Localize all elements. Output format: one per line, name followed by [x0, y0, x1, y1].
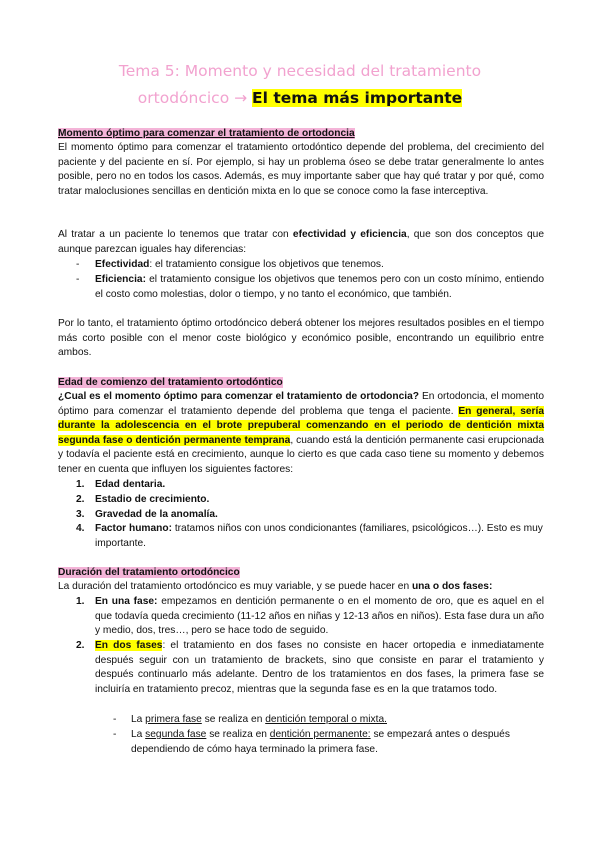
title-text-1: Tema 5: Momento y necesidad del tratamiento	[118, 62, 482, 80]
sub-item-segunda	[131, 728, 544, 757]
paragraph-text: Por lo tanto, el tratamiento óptimo ortodóncico deberá obtener los mejores resultados posibles en el tiempo más corto posible con el menor coste biológico y económico posible, encontrando un equilibrio entre ambos.	[58, 318, 544, 359]
bullet-dash: -	[76, 259, 80, 270]
sub-text: se realiza en	[206, 729, 270, 740]
list-number: 1.	[76, 479, 85, 490]
term-label: Eficiencia:	[95, 274, 146, 285]
bullet-dash: -	[76, 274, 80, 285]
list-number: 2.	[76, 494, 85, 505]
phase-text: : el tratamiento en dos fases no consiste en hacer ortopedia e inmediatamente después seguir con un tratamiento de brackets, sino que consiste en parar el tratamiento y después continuarlo más adelante. Dentro de los tratamientos en dos fases, la primera fase se incluiría en tratamiento precoz, mientras que la segunda fase es en la que tratamos todo.	[95, 640, 544, 695]
list-item-eficiencia	[95, 273, 544, 302]
factor-text: tratamos niños con unos condicionantes (familiares, psicológicos…). Esto es muy importante.	[95, 523, 543, 549]
sub-text: se realiza en	[201, 714, 266, 725]
factor-item	[95, 508, 218, 523]
list-number: 3.	[76, 509, 85, 520]
phase-text: empezamos en dentición permanente o en el momento de oro, que es aquel en el que todavía queda crecimiento (11-12 años en niñas y 12-13 años en niños). Esta fase dura un año y medio, dos, tres…, pero se hace todo de seguido.	[95, 596, 544, 637]
sub-bullet-dash: -	[113, 729, 117, 740]
term-text: : el tratamiento consigue los objetivos que tenemos.	[149, 259, 384, 270]
section1-paragraph-1	[58, 141, 544, 199]
underlined-text: dentición temporal o mixta.	[265, 714, 387, 725]
phase-item-una	[95, 595, 544, 639]
title-text-2: ortodóncico →	[137, 89, 253, 107]
sub-bullet-dash: -	[113, 714, 117, 725]
list-number: 2.	[76, 640, 85, 651]
sub-text: La	[131, 714, 146, 725]
underlined-text: dentición permanente:	[269, 729, 371, 740]
doc-title-line-2	[60, 89, 540, 107]
section-heading-text: Duración del tratamiento ortodóncico	[58, 567, 240, 578]
paragraph-text: El momento óptimo para comenzar el tratamiento ortodóntico depende del problema, del crecimiento del paciente y del paciente en sí. Por ejemplo, si hay un problema óseo se debe tratar generalmente lo antes posible, pero no en todos los casos. Además, es muy importante saber que hay qué tratar y por qué, como tratar maloclusiones sencillas en dentición mixta en lo que se conoce como la fase interceptiva.	[58, 142, 544, 197]
section-heading-edad	[58, 376, 283, 391]
bold-text: efectividad y eficiencia	[292, 229, 407, 240]
list-number: 4.	[76, 523, 85, 534]
factor-label: Edad dentaria.	[95, 479, 166, 490]
term-text: el tratamiento consigue los objetivos que tenemos pero con un costo mínimo, entiendo el costo como molestias, dolor o tiempo, y no tanto el económico, que también.	[95, 274, 544, 300]
factor-label: Factor humano:	[95, 523, 172, 534]
factor-label: Gravedad de la anomalía.	[95, 509, 218, 520]
section-heading-text: Edad de comienzo del tratamiento ortodóntico	[58, 377, 283, 388]
doc-title-line-1	[60, 62, 540, 80]
factor-item	[95, 478, 165, 493]
phase-label: En una fase:	[95, 596, 158, 607]
highlighted-text: En general, sería durante la adolescencia en el brote prepuberal comenzando en el periodo de dentición mixta segunda fase o dentición permanente temprana	[58, 405, 544, 446]
factor-item	[95, 493, 209, 508]
section-heading-duracion	[58, 566, 240, 581]
underlined-text: primera fase	[145, 714, 202, 725]
section1-paragraph-3	[58, 317, 544, 361]
paragraph-text: Al tratar a un paciente lo tenemos que tratar con	[58, 229, 293, 240]
paragraph-text: , que son dos conceptos que aunque parezcan iguales hay diferencias:	[58, 229, 544, 255]
section-heading-momento	[58, 127, 355, 142]
title-highlight: El tema más importante	[252, 89, 463, 107]
question-text: ¿Cual es el momento óptimo para comenzar el tratamiento de ortodoncia?	[58, 391, 420, 402]
factor-item	[95, 522, 544, 551]
factor-label: Estadio de crecimiento.	[95, 494, 210, 505]
section-heading-text: Momento óptimo para comenzar el tratamiento de ortodoncia	[58, 128, 355, 139]
sub-item-primera	[131, 713, 544, 728]
phase-label: En dos fases	[95, 640, 163, 651]
section2-paragraph	[58, 390, 544, 478]
phase-item-dos	[95, 639, 544, 697]
list-item-efectividad	[95, 258, 544, 273]
paragraph-text: La duración del tratamiento ortodóncico es muy variable, y se puede hacer en	[58, 581, 412, 592]
paragraph-text: , cuando está la dentición permanente casi erupcionada y todavía el paciente está en crecimiento, aunque lo cierto es que cada caso tiene su momento y debemos tener en cuenta que influyen los siguientes factores:	[58, 434, 544, 475]
bold-text: una o dos fases:	[411, 581, 493, 592]
section3-intro	[58, 580, 492, 595]
list-number: 1.	[76, 596, 85, 607]
sub-text: se empezará antes o después dependiendo de cómo haya terminado la primera fase.	[131, 729, 510, 755]
underlined-text: segunda fase	[145, 729, 207, 740]
section1-paragraph-2	[58, 228, 544, 257]
sub-text: La	[131, 729, 146, 740]
paragraph-text: En ortodoncia, el momento óptimo para comenzar el tratamiento depende del problema que tenga el paciente.	[58, 391, 544, 417]
term-label: Efectividad	[95, 259, 150, 270]
